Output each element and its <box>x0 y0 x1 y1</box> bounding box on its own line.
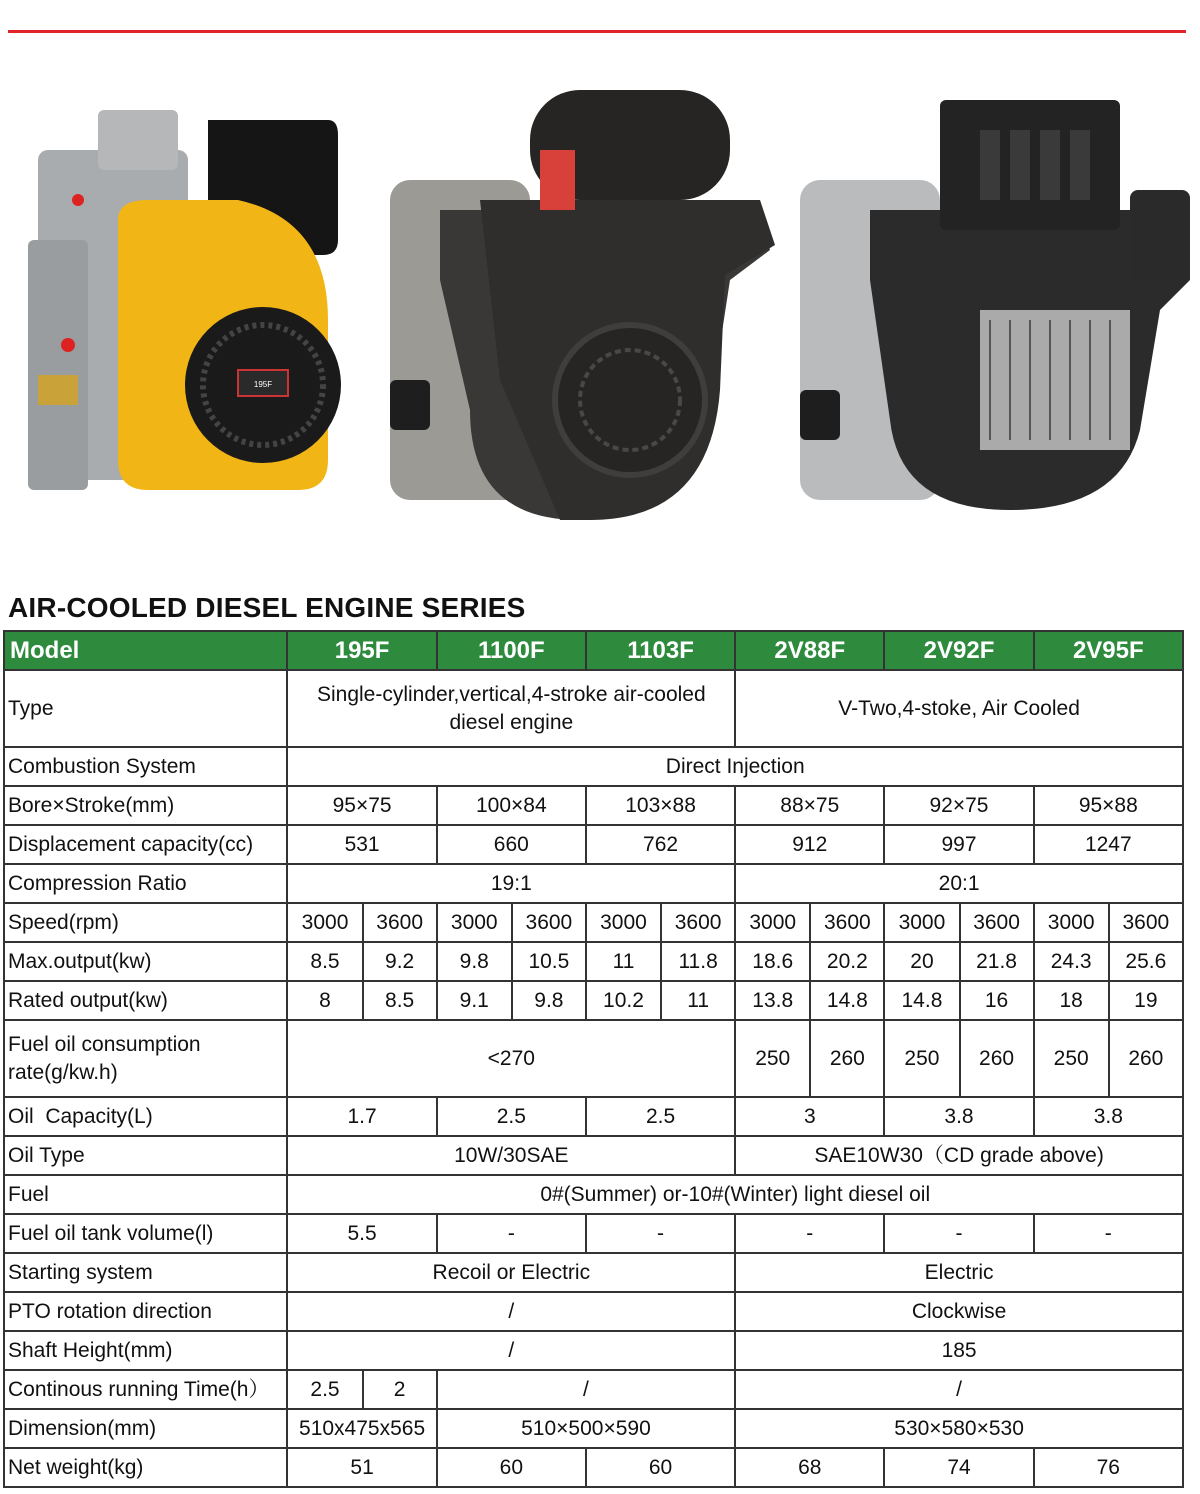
row-label: Oil Capacity(L) <box>4 1097 287 1136</box>
row-net-weight <box>4 1448 1183 1487</box>
table-cell: 250 <box>735 1020 810 1097</box>
table-cell: 20.2 <box>810 942 884 981</box>
spec-table <box>3 630 1184 1488</box>
table-cell: 0#(Summer) or-10#(Winter) light diesel oil <box>287 1175 1183 1214</box>
header-model-1103f: 1103F <box>586 631 735 670</box>
table-cell: 2.5 <box>586 1097 735 1136</box>
table-cell: - <box>437 1214 586 1253</box>
engine-badge-195f: 195F <box>253 380 273 389</box>
row-label: Rated output(kw) <box>4 981 287 1020</box>
table-cell: 3000 <box>287 903 362 942</box>
row-running-time <box>4 1370 1183 1409</box>
table-cell: 88×75 <box>735 786 884 825</box>
row-fuel-tank <box>4 1214 1183 1253</box>
header-model-2v95f: 2V95F <box>1034 631 1183 670</box>
table-cell: 3600 <box>960 903 1034 942</box>
table-cell: 260 <box>810 1020 884 1097</box>
table-cell: 3000 <box>735 903 810 942</box>
table-cell: 250 <box>1034 1020 1109 1097</box>
row-pto <box>4 1292 1183 1331</box>
table-cell: 19 <box>1109 981 1183 1020</box>
table-cell: 3600 <box>810 903 884 942</box>
row-label: Oil Type <box>4 1136 287 1175</box>
table-cell: 14.8 <box>884 981 959 1020</box>
table-cell: 9.2 <box>363 942 437 981</box>
table-cell: 60 <box>437 1448 586 1487</box>
row-label: Dimension(mm) <box>4 1409 287 1448</box>
header-model-195f: 195F <box>287 631 436 670</box>
table-cell: 76 <box>1034 1448 1183 1487</box>
header-model-1100f: 1100F <box>437 631 586 670</box>
table-cell: 3600 <box>1109 903 1183 942</box>
table-cell: 3600 <box>363 903 437 942</box>
header-model-label: Model <box>4 631 287 670</box>
table-cell: 660 <box>437 825 586 864</box>
table-cell: Clockwise <box>735 1292 1183 1331</box>
cell-type-single <box>287 670 735 747</box>
row-fuel <box>4 1175 1183 1214</box>
row-displacement <box>4 825 1183 864</box>
table-cell: 11 <box>586 942 661 981</box>
table-cell: 8.5 <box>287 942 362 981</box>
row-combustion <box>4 747 1183 786</box>
table-cell: 68 <box>735 1448 884 1487</box>
table-cell: Electric <box>735 1253 1183 1292</box>
table-cell: 3000 <box>1034 903 1109 942</box>
header-model-2v92f: 2V92F <box>884 631 1033 670</box>
table-cell: 762 <box>586 825 735 864</box>
row-label-line: rate(g/kw.h) <box>8 1060 118 1084</box>
row-shaft-height <box>4 1331 1183 1370</box>
engine-photo-vtwin-1 <box>380 80 780 530</box>
table-cell: <270 <box>287 1020 735 1097</box>
table-cell: 8 <box>287 981 362 1020</box>
cell-text: diesel engine <box>449 710 574 734</box>
table-cell: 2.5 <box>287 1370 362 1409</box>
table-cell: 3000 <box>586 903 661 942</box>
row-label: Shaft Height(mm) <box>4 1331 287 1370</box>
table-cell: 260 <box>1109 1020 1183 1097</box>
table-cell: 3000 <box>884 903 959 942</box>
row-starting-system <box>4 1253 1183 1292</box>
row-label: Compression Ratio <box>4 864 287 903</box>
table-header-row <box>4 631 1183 670</box>
engine-photos <box>0 80 1200 530</box>
row-fuel-consumption <box>4 1020 1183 1097</box>
table-cell: 60 <box>586 1448 735 1487</box>
table-cell: 185 <box>735 1331 1183 1370</box>
table-cell: - <box>586 1214 735 1253</box>
table-cell: 103×88 <box>586 786 735 825</box>
row-label <box>4 1020 287 1097</box>
table-cell: 74 <box>884 1448 1033 1487</box>
table-cell: 3600 <box>512 903 586 942</box>
table-cell: / <box>287 1292 735 1331</box>
table-cell: 13.8 <box>735 981 810 1020</box>
table-cell: 997 <box>884 825 1033 864</box>
table-cell: 10W/30SAE <box>287 1136 735 1175</box>
row-label: Max.output(kw) <box>4 942 287 981</box>
table-cell: 912 <box>735 825 884 864</box>
table-cell: 20 <box>884 942 959 981</box>
table-cell: 9.8 <box>512 981 586 1020</box>
table-cell: 531 <box>287 825 436 864</box>
row-oil-type <box>4 1136 1183 1175</box>
table-cell: 10.5 <box>512 942 586 981</box>
table-cell: 95×75 <box>287 786 436 825</box>
table-cell: Direct Injection <box>287 747 1183 786</box>
row-label-line: Fuel oil consumption <box>8 1032 201 1056</box>
table-cell: 260 <box>960 1020 1034 1097</box>
table-cell: 20:1 <box>735 864 1183 903</box>
table-cell: 3 <box>735 1097 884 1136</box>
table-cell: 1247 <box>1034 825 1183 864</box>
row-speed <box>4 903 1183 942</box>
table-cell: Recoil or Electric <box>287 1253 735 1292</box>
table-cell: 18.6 <box>735 942 810 981</box>
row-type <box>4 670 1183 747</box>
table-cell: 510×500×590 <box>437 1409 735 1448</box>
table-cell: / <box>735 1370 1183 1409</box>
table-cell: 8.5 <box>363 981 437 1020</box>
table-cell: 510x475x565 <box>287 1409 436 1448</box>
table-cell: 95×88 <box>1034 786 1183 825</box>
table-cell: 24.3 <box>1034 942 1109 981</box>
table-cell: 10.2 <box>586 981 661 1020</box>
row-label: Fuel oil tank volume(l) <box>4 1214 287 1253</box>
engine-photo-195f <box>8 100 348 510</box>
table-cell: 9.8 <box>437 942 512 981</box>
table-cell: 1.7 <box>287 1097 436 1136</box>
table-cell: 16 <box>960 981 1034 1020</box>
table-cell: SAE10W30（CD grade above) <box>735 1136 1183 1175</box>
table-cell: 14.8 <box>810 981 884 1020</box>
row-label: Bore×Stroke(mm) <box>4 786 287 825</box>
table-cell: 92×75 <box>884 786 1033 825</box>
table-cell: 3600 <box>661 903 735 942</box>
table-cell: / <box>437 1370 735 1409</box>
header-model-2v88f: 2V88F <box>735 631 884 670</box>
table-cell: - <box>1034 1214 1183 1253</box>
table-cell: - <box>735 1214 884 1253</box>
row-label: Type <box>4 670 287 747</box>
table-cell: 3.8 <box>1034 1097 1183 1136</box>
table-cell: 530×580×530 <box>735 1409 1183 1448</box>
table-cell: 21.8 <box>960 942 1034 981</box>
table-cell: 3.8 <box>884 1097 1033 1136</box>
row-label: PTO rotation direction <box>4 1292 287 1331</box>
table-cell: 11.8 <box>661 942 735 981</box>
row-max-output <box>4 942 1183 981</box>
table-cell: / <box>287 1331 735 1370</box>
table-cell: - <box>884 1214 1033 1253</box>
row-label: Continous running Time(h） <box>4 1370 287 1409</box>
table-cell: 51 <box>287 1448 436 1487</box>
row-bore-stroke <box>4 786 1183 825</box>
table-cell: 2 <box>363 1370 437 1409</box>
top-red-rule <box>8 30 1186 33</box>
row-compression <box>4 864 1183 903</box>
table-cell: 2.5 <box>437 1097 586 1136</box>
row-label: Displacement capacity(cc) <box>4 825 287 864</box>
table-cell: 100×84 <box>437 786 586 825</box>
row-label: Combustion System <box>4 747 287 786</box>
table-cell: 5.5 <box>287 1214 436 1253</box>
row-label: Starting system <box>4 1253 287 1292</box>
table-cell: 3000 <box>437 903 512 942</box>
row-rated-output <box>4 981 1183 1020</box>
table-cell: 250 <box>884 1020 959 1097</box>
table-cell: 11 <box>661 981 735 1020</box>
row-label: Speed(rpm) <box>4 903 287 942</box>
row-label: Fuel <box>4 1175 287 1214</box>
cell-text: Single-cylinder,vertical,4-stroke air-cooled <box>316 682 706 706</box>
table-cell: 9.1 <box>437 981 512 1020</box>
cell-type-vtwin: V-Two,4-stoke, Air Cooled <box>735 670 1183 747</box>
engine-photo-vtwin-2 <box>790 80 1200 530</box>
row-dimension <box>4 1409 1183 1448</box>
table-cell: 25.6 <box>1109 942 1183 981</box>
row-label: Net weight(kg) <box>4 1448 287 1487</box>
page-title: AIR-COOLED DIESEL ENGINE SERIES <box>8 592 526 623</box>
row-oil-capacity <box>4 1097 1183 1136</box>
table-cell: 19:1 <box>287 864 735 903</box>
table-cell: 18 <box>1034 981 1109 1020</box>
